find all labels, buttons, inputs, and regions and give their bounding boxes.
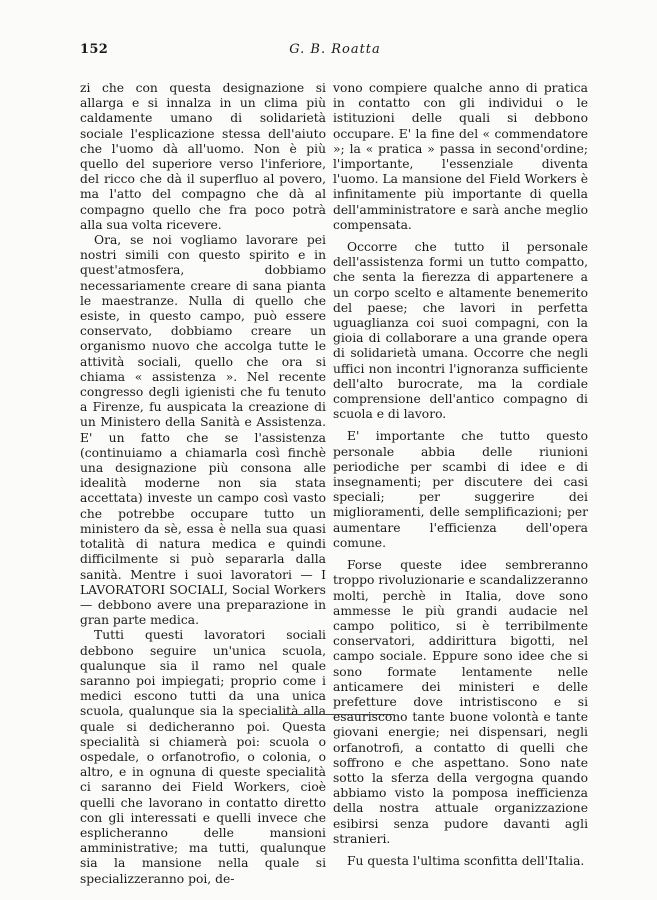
paragraph: E' importante che tutto questo personale abbia delle riunioni periodiche per scambi di idee e di insegnamenti; per discutere dei casi speciali; per suggerire dei miglioramenti, delle semplificazioni; per aumentare l'efficienza dell'opera comune. bbox=[333, 429, 588, 550]
paragraph: Ora, se noi vogliamo lavorare pei nostri simili con questo spirito e in quest'atmosfera, dobbiamo necessariamente creare di sana pianta le maestranze. Nulla di quello che esiste, in questo campo, può essere conservato, dobbiamo creare un organismo nuovo che accolga tutte le attività sociali, quello che ora si chiama « assistenza ». Nel recente congresso degli igienisti che fu tenuto a Firenze, fu auspicata la creazione di un Ministero della Sanità e Assistenza. E' un fatto che se l'assistenza (continuiamo a chiamarla così finchè una designazione più consona alle idealità moderne non sia stata accettata) investe un campo così vasto che potrebbe occupare tutto un ministero da sè, essa è nella sua quasi totalità di natura medica e quindi difficilmente si può separarla dalla sanità. Mentre i suoi lavoratori — I LAVORATORI SOCIALI, Social Workers — debbono avere una preparazione in gran parte medica. bbox=[80, 233, 326, 628]
left-column bbox=[80, 81, 326, 887]
page-number: 152 bbox=[80, 42, 109, 57]
paragraph: Occorre che tutto il personale dell'assistenza formi un tutto compatto, che senta la fierezza di appartenere a un corpo scelto e altamente benemerito del paese; che lavori in perfetta uguaglianza coi suoi compagni, con la gioia di collaborare a una grande opera di solidarietà umana. Occorre che negli uffici non incontri l'ignoranza sufficiente dell'alto burocrate, ma la cordiale comprensione dell'antico compagno di scuola e di lavoro. bbox=[333, 240, 588, 422]
running-head: G. B. Roatta bbox=[289, 42, 381, 57]
paragraph: zi che con questa designazione si allarga e si innalza in un clima più caldamente umano di solidarietà sociale l'esplicazione stessa dell'aiuto che l'uomo dà all'uomo. Non è più quello del superiore verso l'inferiore, del ricco che dà il superfluo al povero, ma l'atto del compagno che dà al compagno quello che fra poco potrà alla sua volta ricevere. bbox=[80, 81, 326, 232]
paragraph: Fu questa l'ultima sconfitta dell'Italia. bbox=[347, 853, 585, 868]
paragraph: Forse queste idee sembreranno troppo rivoluzionarie e scandalizzeranno molti, perchè in Italia, dove sono ammesse le più grandi audacie nel campo politico, si è terribilmente conservatori, addirittura bigotti, nel campo sociale. Eppure sono idee che si sono formate lentamente nelle anticamere dei ministeri e delle prefetture dove intristiscono e si esauriscono tante buone volontà e tante giovani energie; nei dispensari, negli orfanotrofi, a contatto di quelli che soffrono e che aspettano. Sono nate sotto la sferza della vergogna quando abbiamo visto la pomposa inefficienza della nostra attuale organizzazione esibirsi senza pudore davanti agli stranieri. bbox=[333, 558, 588, 846]
page-header bbox=[80, 42, 590, 62]
right-column bbox=[333, 81, 588, 869]
paragraph: Tutti questi lavoratori sociali debbono seguire un'unica scuola, qualunque sia il ramo nel quale saranno poi impiegati; proprio come i medici escono tutti da una unica scuola, qualunque sia la specialità alla quale si dedicheranno poi. Questa specialità si chiamerà poi: scuola o ospedale, o orfanotrofio, o colonia, o altro, e in ognuna di queste specialità ci saranno dei Field Workers, cioè quelli che lavorano in contatto diretto con gli interessati e quelli invece che esplicheranno delle mansioni amministrative; ma tutti, qualunque sia la mansione nella quale si specializzeranno poi, de- bbox=[80, 628, 326, 886]
paragraph: vono compiere qualche anno di pratica in contatto con gli individui o le istituzioni delle quali si debbono occupare. E' la fine del « commendatore »; la « pratica » passa in second'ordine; l'importante, l'essenziale diventa l'uomo. La mansione del Field Workers è infinitamente più importante di quella dell'amministratore e sarà anche meglio compensata. bbox=[333, 81, 588, 232]
end-divider bbox=[272, 714, 394, 715]
